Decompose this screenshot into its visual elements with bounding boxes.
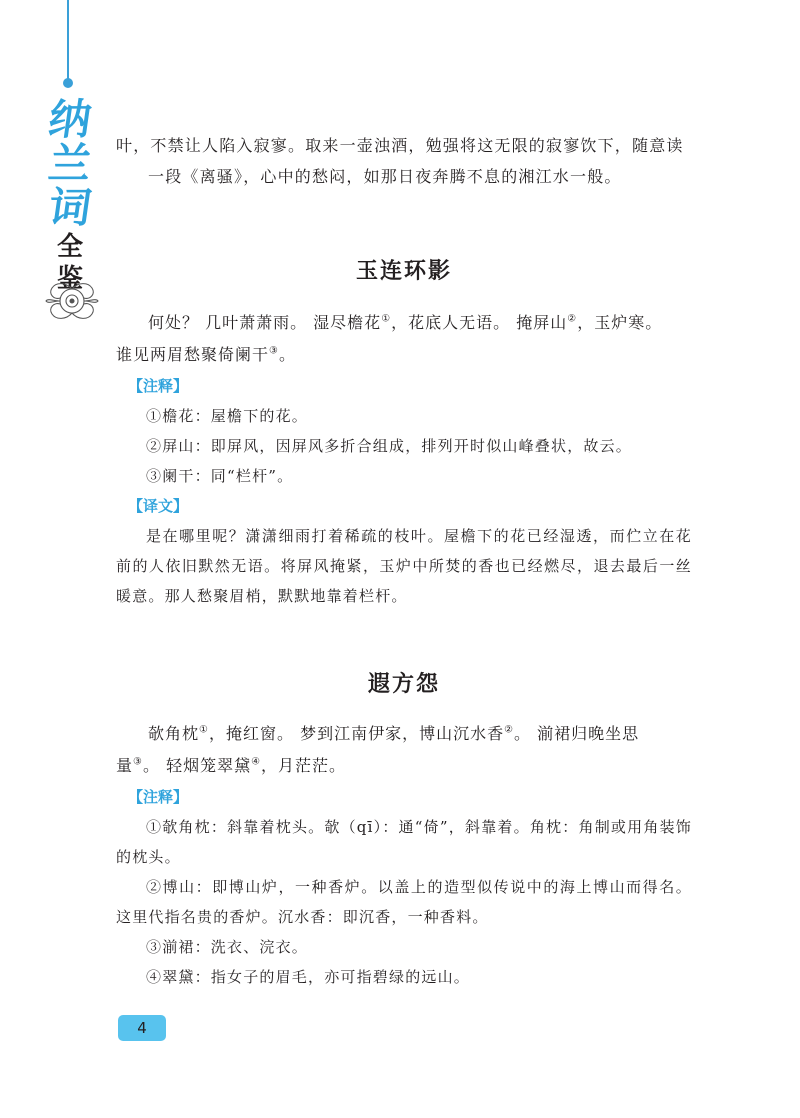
- note-marker: ①: [381, 313, 392, 325]
- poem-text: 量: [116, 756, 134, 775]
- poem-line: [116, 339, 692, 371]
- poem-text: ，月茫茫。: [261, 756, 347, 775]
- poem-line: [116, 718, 692, 750]
- poem-text: 。 轻烟笼翠黛: [142, 756, 252, 775]
- sidebar-line: [67, 0, 69, 82]
- poem-line: [116, 750, 692, 782]
- poem-title: 玉连环影: [355, 259, 452, 284]
- poem-text: ，掩红窗。 梦到江南伊家，博山沉水香: [208, 724, 505, 743]
- book-title-char: 纳: [45, 95, 95, 144]
- note-item: ①欹角枕：斜靠着枕头。欹（qī）：通“倚”，斜靠着。角枕：角制或用角装饰的枕头。: [116, 818, 692, 866]
- book-subtitle-char: 鉴: [56, 264, 83, 294]
- intro-line: 叶，不禁让人陷入寂寥。取来一壶浊酒，勉强将这无限的寂寥饮下，随意读: [116, 136, 684, 155]
- note-item: ②屏山：即屏风，因屏风多折合组成，排列开时似山峰叠状，故云。: [146, 437, 633, 455]
- note-item: ④翠黛：指女子的眉毛，亦可指碧绿的远山。: [146, 968, 471, 986]
- book-title-char: 词: [45, 183, 95, 232]
- sidebar-dot: [63, 78, 73, 88]
- poem-text: ，玉炉寒。: [577, 313, 663, 332]
- book-title-vertical: [42, 95, 98, 294]
- note-item: ③阑干：同“栏杆”。: [146, 467, 294, 485]
- notes-label: 【注释】: [128, 377, 189, 395]
- translation-label: 【译文】: [128, 497, 189, 515]
- page-number: 4: [137, 1019, 147, 1037]
- poem-text: 何处？ 几叶萧萧雨。 湿尽檐花: [148, 313, 382, 332]
- poem-text: 欹角枕: [148, 724, 200, 743]
- note-item: ③湔裙：洗衣、浣衣。: [146, 938, 309, 956]
- note-marker: ④: [251, 756, 262, 768]
- translation-text: 是在哪里呢？潇潇细雨打着稀疏的枝叶。屋檐下的花已经湿透，而伫立在花前的人依旧默然无语。将屏风掩紧，玉炉中所焚的香也已经燃尽，退去最后一丝暖意。那人愁聚眉梢，默默地靠着栏杆。: [116, 527, 692, 605]
- note-marker: ②: [504, 724, 515, 736]
- poem-title: 遐方怨: [367, 672, 440, 697]
- note-marker: ③: [133, 756, 143, 768]
- poem-text: ，花底人无语。 掩屏山: [391, 313, 568, 332]
- book-title-char: 兰: [45, 139, 95, 188]
- intro-line: 一段《离骚》，心中的愁闷，如那日夜奔腾不息的湘江水一般。: [148, 167, 622, 186]
- page-number-badge: [118, 1015, 166, 1041]
- poem-text: 谁见两眉愁聚倚阑干: [116, 345, 270, 364]
- note-marker: ②: [567, 313, 578, 325]
- note-item: ②博山：即博山炉，一种香炉。以盖上的造型似传说中的海上博山而得名。这里代指名贵的香炉。沉水香：即沉香，一种香料。: [116, 878, 692, 926]
- poem-line: [116, 307, 692, 339]
- poem-text: 。: [278, 345, 296, 364]
- book-subtitle-char: 全: [56, 232, 83, 262]
- notes-label: 【注释】: [128, 788, 189, 806]
- note-marker: ①: [199, 724, 209, 736]
- floral-medallion-icon: [44, 276, 100, 326]
- page-content: [116, 130, 692, 992]
- note-item: ①檐花：屋檐下的花。: [146, 407, 309, 425]
- poem-text: 。 湔裙归晚坐思: [514, 724, 640, 743]
- note-marker: ③: [269, 345, 279, 357]
